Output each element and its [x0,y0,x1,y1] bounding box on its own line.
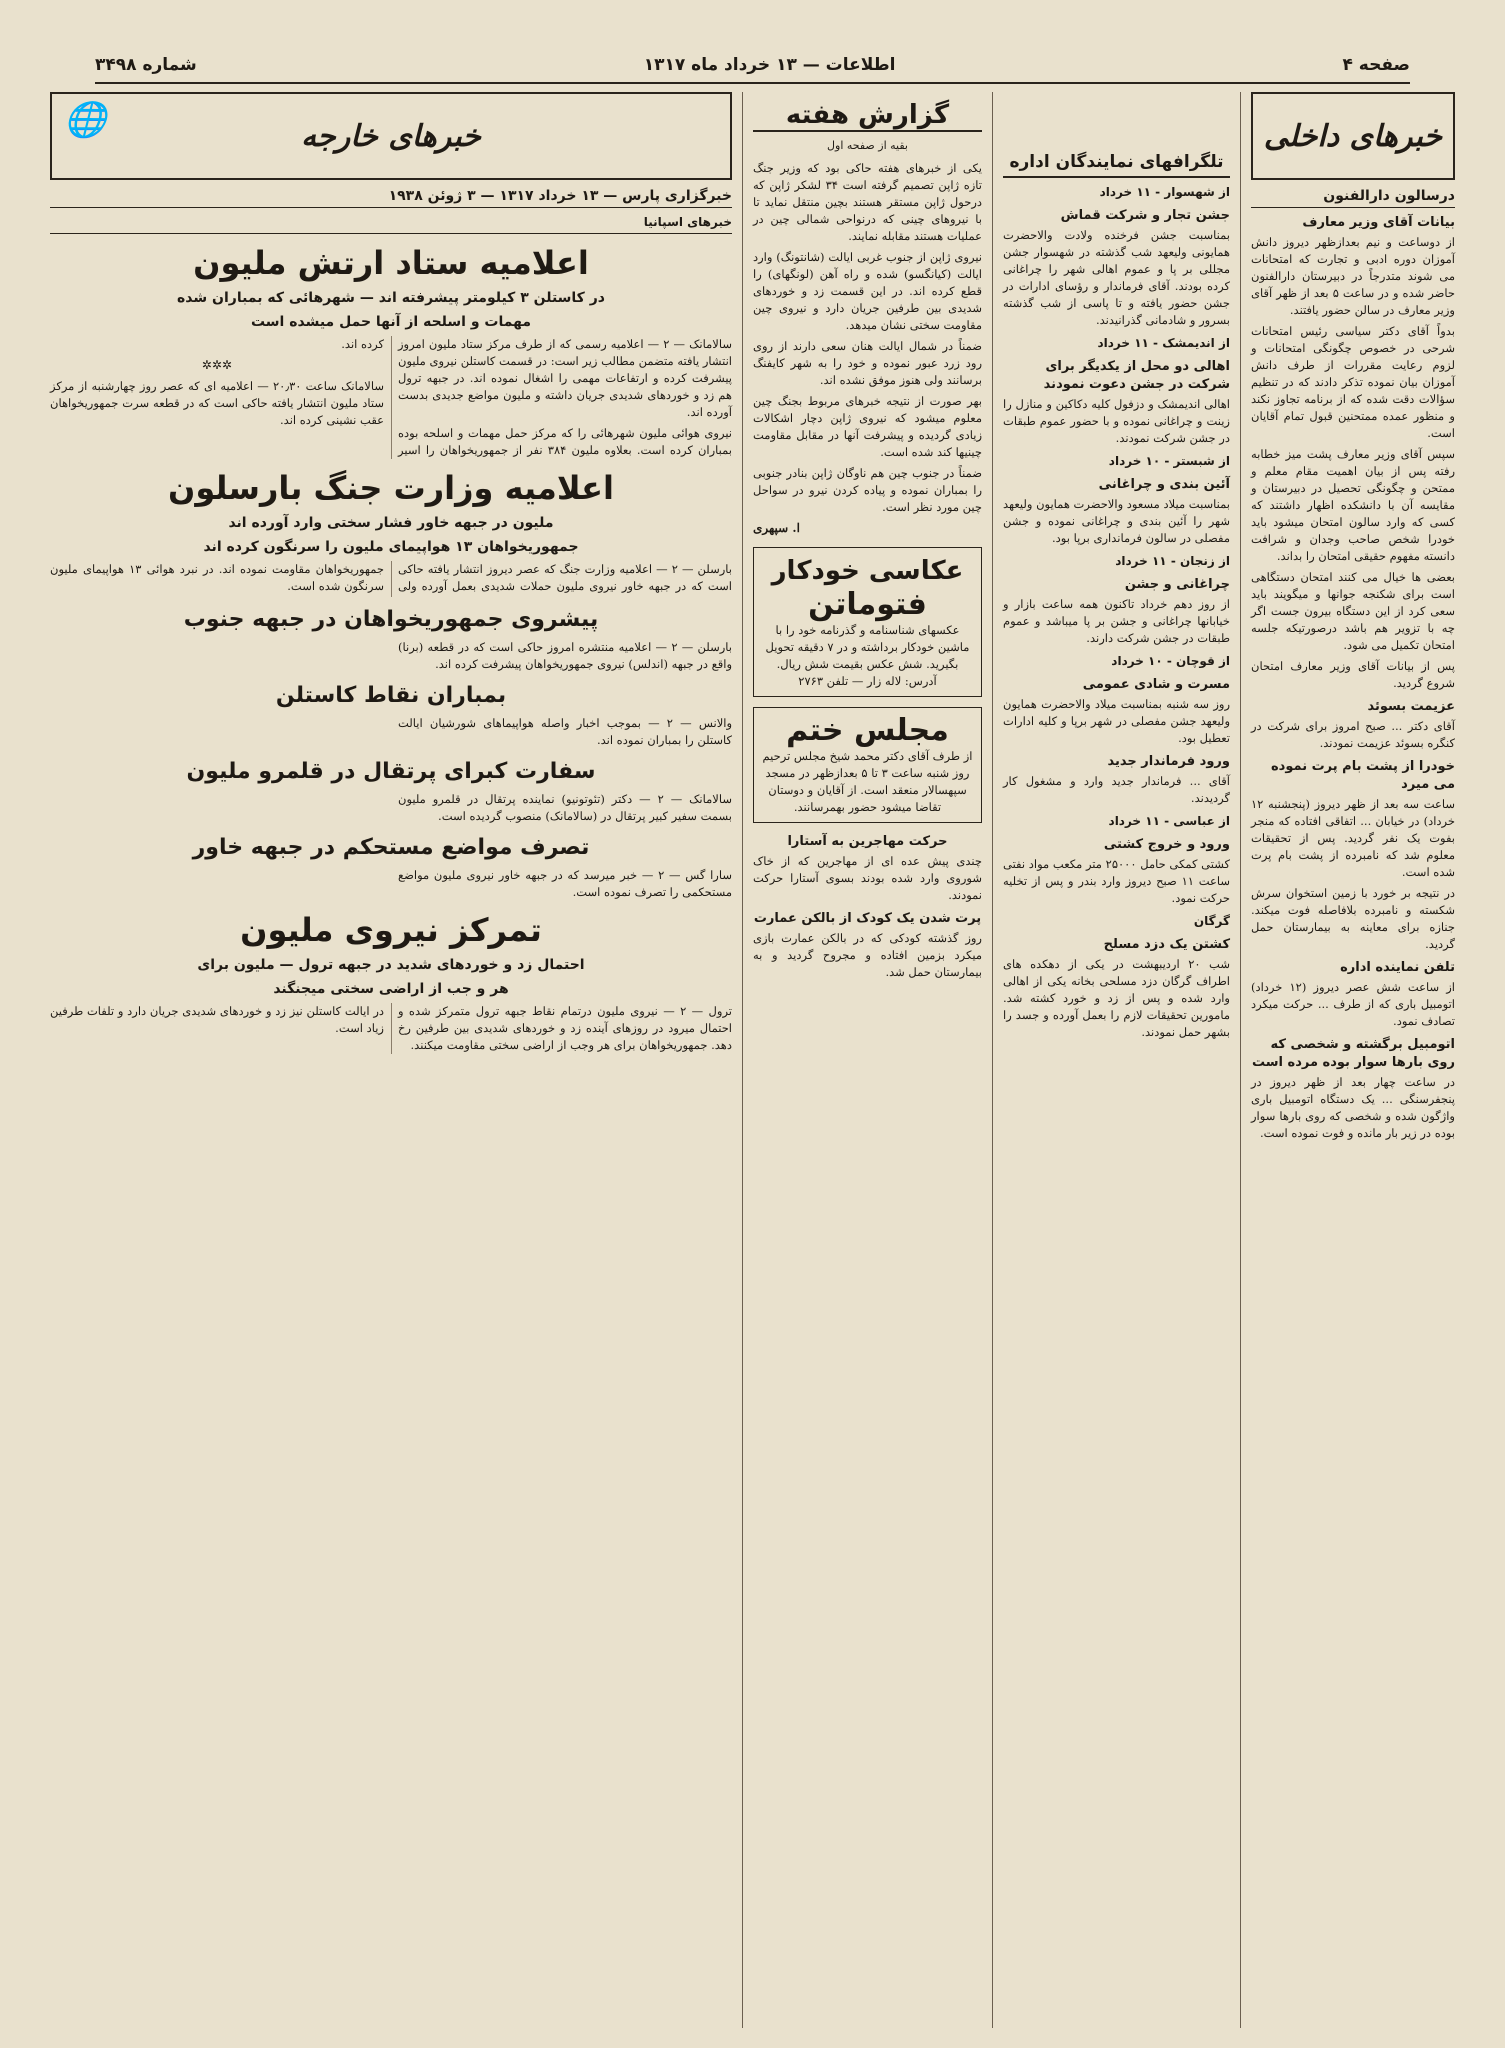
two-column-text [50,867,732,901]
headline: آئین بندی و چراغانی [1098,477,1230,492]
ad-brand: فتوماتن [808,587,927,622]
paragraph: سالامانک — ۲ — دکتر (تئوتونیو) نماینده پرتقال در قلمرو ملیون بسمت سفیر کبیر پرتقال در (سالامانک) منصوب گردیده است. [398,792,732,823]
two-column-text [50,715,732,749]
globe-icon: 🌐 [64,100,107,140]
paragraph: در ساعت چهار بعد از ظهر دیروز در پنجفرسنگی ... یک دستگاه اتومبیل باری واژگون شده و شخصی که روی بارها سوار بوده در زیر بار مانده و فوت نموده است. [1251,1075,1455,1140]
page-number: صفحه ۴ [1342,55,1410,75]
paragraph: بمناسبت جشن فرخنده ولادت والاحضرت همایونی ولیعهد شب گذشته در شهسوار جشن مجللی بر پا و عموم اهالی شهر را چراغانی کرده بودند. آقای فرماندار و رؤسای ادارات در جشن حضور یافته و تا پاسی از شب گذشته بسرور و شادمانی گذرانیدند. [1003,228,1230,327]
paragraph: چندی پیش عده ای از مهاجرین که از خاک شوروی وارد شده بودند بسوی آستارا حرکت نمودند. [753,854,982,902]
ad-text: عکسهای شناسنامه و گذرنامه خود را با ماشین خودکار برداشته و در ۷ دقیقه تحویل بگیرید. شش عکس بقیمت شش ریال. آدرس: لاله زار — تلفن ۲۷۶۳ [765,623,970,688]
paragraph: اهالی اندیمشک و دزفول کلیه دکاکین و منازل را زینت و چراغانی نموده و با حضور عموم طبقات در جشن شرکت نمودند. [1003,397,1230,445]
paragraph: سپس آقای وزیر معارف پشت میز خطابه رفته پس از بیان اهمیت مقام معلم و ممتحن و چگونگی تحصیل در دبیرستان و مقایسه آن با دانشکده اظهار داشتند که کسی که وارد سالون امتحان میشود باید خودرا شخص صاحب وجدان و شرافت دانسته مفهوم حقیقی امتحان را بداند. [1251,447,1455,563]
paragraph: روز گذشته کودکی که در بالکن عمارت بازی میکرد بزمین افتاده و مجروح گردید و به بیمارستان حمل شد. [753,931,982,979]
headline-main: تمرکز نیروی ملیون [240,911,542,949]
headline: پیشروی جمهوریخواهان در جبهه جنوب [183,607,599,632]
headline: پرت شدن یک کودک از بالکن عمارت [753,911,982,926]
separator-stars: ✲✲✲ [201,358,233,372]
subheadline: احتمال زد و خوردهای شدید در جبهه ترول — ملیون برای [197,957,585,973]
paragraph: در ایالت کاستلن نیز زد و خوردهای شدیدی جریان دارد و تلفات طرفین زیاد است. [50,1004,384,1035]
paragraph: از روز دهم خرداد تاکنون همه ساعت بازار و خیابانها چراغانی و جشن بر پا میباشد و عموم طبقات در جشن شرکت دارند. [1003,597,1230,645]
headline: کشتن یک دزد مسلح [1103,937,1230,952]
headline: مسرت و شادی عمومی [1082,677,1230,692]
headline: بیانات آقای وزیر معارف [1302,215,1455,230]
two-column-text [50,791,732,825]
paragraph: بدواً آقای دکتر سیاسی رئیس امتحانات شرحی در خصوص چگونگی امتحانات و لزوم رعایت مقررات از طرف دانش آموزان بیان نموده تذکر دادند که در تنظیم سؤالات دقت شده که از برنامه تجاوز نکند و منظور عمده ممتحنین قبول تمام آقایان است. [1251,324,1455,440]
paragraph: بعضی ها خیال می کنند امتحان دستگاهی است برای شکنجه جوانها و میگویند باید سعی کرد از این دستگاه بیرون جست اگر چه با تزویر هم باشد درصورتیکه جلسه امتحان تکمیل می شود. [1251,570,1455,652]
notice-headline: مجلس ختم [786,713,949,748]
paragraph: یکی از خبرهای هفته حاکی بود که وزیر جنگ تازه ژاپن تصمیم گرفته است ۳۴ لشکر ژاپن که درحول ژاپن مستقر هستند بچین منتقل نماید تا با نیروهای چینی که درنواحی شمالی چین در عملیات هستند مقابله نمایند. [753,161,982,243]
headline: جشن تجار و شرکت قماش [1060,208,1230,223]
paragraph: از دوساعت و نیم بعدازظهر دیروز دانش آموزان دوره ادبی و تجارت که امتحانات می شوند متدرجاً در دبیرستان دارالفنون حاضر شده و در ساعت ۵ بعد از ظهر آقای وزیر معارف در سالن حضور یافتند. [1251,235,1455,317]
paragraph: والانس — ۲ — بموجب اخبار واصله هواپیماهای شورشیان ایالت کاستلن را بمباران نموده اند. [398,716,733,747]
foreign-news-column [40,92,742,2028]
paragraph: بمناسبت میلاد مسعود والاحضرت همایون ولیعهد شهر را آئین بندی و چراغانی نموده و جشن مفصلی در سالون فرمانداری برپا بود. [1003,497,1230,545]
headline-main: اعلامیه ستاد ارتش ملیون [193,244,589,282]
paragraph: بارسلن — ۲ — اعلامیه منتشره امروز حاکی است که در قطعه (برنا) واقع در جبهه (اندلس) نیروی جمهوریخواهان پیشرفت کرده اند. [398,640,732,671]
headline: عزیمت بسوئد [1367,699,1455,714]
two-column-text [50,336,732,459]
foreign-banner [50,92,732,180]
headline: اهالی دو محل از یکدیگر برای شرکت در جشن دعوت نمودند [1043,359,1230,392]
weekly-report-column [742,92,992,2028]
section-title: خبرهای اسپانیا [50,214,732,234]
paper-date: اطلاعات — ۱۳ خرداد ماه ۱۳۱۷ [643,55,896,75]
weekly-report-subtitle: بقیه از صفحه اول [827,139,908,152]
paragraph: سالامانک ساعت ۲۰٫۳۰ — اعلامیه ای که عصر روز چهارشنبه از مرکز ستاد ملیون انتشار یافته حاکی است که در قطعه سرت جمهوریخواهان عقب نشینی کرده اند. [50,379,384,427]
headline: تلفن نماینده اداره [1340,960,1455,975]
dateline: از زنجان - ۱۱ خرداد [1115,554,1230,568]
issue-number: شماره ۳۴۹۸ [95,55,197,75]
dateline: از شبستر - ۱۰ خرداد [1108,454,1230,468]
ad-headline: عکاسی خودکار [771,556,964,586]
author-signature: ا. سپهری [753,521,800,535]
paragraph: ضمناً در جنوب چین هم ناوگان ژاپن بنادر جنوبی را بمباران نموده و پیاده کردن نیرو در سواحل چین مورد نظر است. [753,466,982,514]
paragraph: نیروی ژاپن از جنوب غربی ایالت (شانتونگ) وارد ایالت (کیانگسو) شده و راه آهن (لونگهای) را قطع کرده اند. در این قسمت زد و خوردهای شدیدی بین طرفین جریان دارد و نیروی چین مقاومت سختی نشان میدهد. [753,250,982,332]
headline: خودرا از پشت بام پرت نموده می میرد [1271,759,1455,792]
agency-line: خبرگزاری پارس — ۱۳ خرداد ۱۳۱۷ — ۳ ژوئن ۱۹۳۸ [50,188,732,208]
headline: اتومبیل برگشته و شخصی که روی بارها سوار بوده مرده است [1252,1037,1455,1070]
paragraph: ترول — ۲ — نیروی ملیون درتمام نقاط جبهه ترول متمرکز شده و احتمال میرود در روزهای آینده زد و خوردهای شدیدی بین طرفین رخ دهد. جمهوریخواهان برای هر وجب از اراضی سختی مقاومت میکنند. [398,1004,732,1052]
headline: ورود و خروج کشتی [1103,837,1230,852]
paragraph: روز سه شنبه بمناسبت میلاد والاحضرت همایون ولیعهد جشن مفصلی در شهر برپا و کلیه ادارات تعطیل بود. [1003,697,1230,745]
subheadline: ملیون در جبهه خاور فشار سختی وارد آورده اند [228,515,554,531]
paragraph: آقای دکتر ... صبح امروز برای شرکت در کنگره بسوئد عزیمت نمودند. [1251,719,1455,750]
domestic-news-column [1240,92,1465,2028]
paragraph: بهر صورت از نتیجه خبرهای مربوط بجنگ چین معلوم میشود که نیروی ژاپن دچار اشکالات زیادی گردیده و پیشرفت آنها در مقابل مقاومت چینیها کند شده است. [753,394,982,459]
dateline: از اندیمشک - ۱۱ خرداد [1097,336,1230,350]
paragraph: شب ۲۰ اردیبهشت در یکی از دهکده های اطراف گرگان دزد مسلحی بخانه یکی از اهالی وارد شده و پس از زد و خورد کشته شد. مامورین تحقیقات لازم را بعمل آورده و جسد را بشهر حمل نمودند. [1003,957,1230,1039]
domestic-banner-title: خبرهای داخلی [1263,118,1443,154]
two-column-text [50,561,732,597]
foreign-banner-title: خبرهای خارجه [301,118,481,154]
paragraph: کشتی کمکی حامل ۲۵۰۰۰ متر مکعب مواد نفتی ساعت ۱۱ صبح دیروز وارد بندر و پس از تخلیه حرکت نمود. [1003,857,1231,905]
headline: سفارت کبرای پرتقال در قلمرو ملیون [186,759,596,784]
paragraph: سالامانک — ۲ — اعلامیه رسمی که از طرف مرکز ستاد ملیون امروز انتشار یافته متضمن مطالب زیر است: در قسمت کاستلن نیروی ملیون پیشرفت کرده و ارتفاعات مهمی را اشغال نموده اند. در جبهه ترول هم زد و خوردهای شدیدی جریان داشته و ملیون مواضع جدیدی بدست آورده اند. [398,337,732,419]
subheadline: مهمات و اسلحه از آنها حمل میشده است [250,314,532,330]
telegrams-title: تلگرافهای نمایندگان اداره [1003,152,1230,178]
photomaton-ad [753,547,982,697]
headline: چراغانی و جشن [1124,577,1230,592]
paragraph: بارسلن — ۲ — اعلامیه وزارت جنگ که عصر دیروز انتشار یافته حاکی است که در جبهه خاور نیروی ملیون حملات شدیدی بعمل آورده ولی جمهوریخواهان مقاومت نموده اند. در نبرد هوائی ۱۳ هواپیمای ملیون سرنگون شده است. [50,562,732,593]
headline: حرکت مهاجرین به آستارا [787,834,948,849]
paragraph: آقای ... فرماندار جدید وارد و مشغول کار گردیدند. [1003,774,1230,805]
two-column-text [50,1003,732,1054]
telegrams-column [992,92,1240,2028]
dateline: گرگان [1193,914,1230,928]
dateline: از قوچان - ۱۰ خرداد [1111,654,1230,668]
domestic-banner [1251,92,1455,180]
paragraph: ساعت سه بعد از ظهر دیروز (پنجشنبه ۱۲ خرداد) در خیابان ... اتفاقی افتاده که منجر بفوت یک نفر گردید. پس از تحقیقات معلوم شد که نامبرده از پشت بام پرت شده است. [1251,797,1455,879]
notice-text: از طرف آقای دکتر محمد شیخ مجلس ترحیم روز شنبه ساعت ۳ تا ۵ بعدازظهر در مسجد سپهسالار منعقد است. از آقایان و دوستان تقاضا میشود حضور بهمرسانند. [762,749,973,814]
weekly-report-title: گزارش هفته [753,100,982,132]
memorial-notice [753,707,982,823]
headline: بمباران نقاط کاستلن [275,683,507,708]
headline: تصرف مواضع مستحکم در جبهه خاور [192,835,590,860]
paragraph: پس از بیانات آقای وزیر معارف امتحان شروع گردید. [1251,659,1455,690]
dateline: از عباسی - ۱۱ خرداد [1108,814,1230,828]
paragraph: نیروی هوائی ملیون شهرهائی را که مرکز حمل مهمات و اسلحه بوده بمباران کرده است. بعلاوه ملیون ۳۸۴ نفر از جمهوریخواهان را اسیر کرده اند. [341,337,732,457]
dateline: از شهسوار - ۱۱ خرداد [1099,185,1230,199]
subheadline: در کاستلن ۳ کیلومتر پیشرفته اند — شهرهائی که بمباران شده [177,290,605,306]
paragraph: سارا گس — ۲ — خبر میرسد که در جبهه خاور نیروی ملیون مواضع مستحکمی را تصرف نموده است. [398,868,732,899]
subheadline: هر و جب از اراضی سختی میجنگند [273,981,509,997]
headline: ورود فرماندار جدید [1107,754,1230,769]
paragraph: از ساعت شش عصر دیروز (۱۲ خرداد) اتومبیل باری که از طرف ... حرکت میکرد تصادف نمود. [1251,980,1455,1028]
page-header [95,52,1410,84]
section-title: درسالون دارالفنون [1251,188,1455,208]
two-column-text [50,639,732,673]
columns [40,92,1465,2028]
paragraph: ضمناً در شمال ایالت هنان سعی دارند از روی رود زرد عبور نموده و خود را به شهر کایفنگ برسانند ولی هنوز موفق نشده اند. [753,339,982,387]
paragraph: در نتیجه بر خورد با زمین استخوان سرش شکسته و نامبرده بلافاصله فوت میکند. جنازه برای معاینه به بیمارستان حمل گردید. [1251,886,1455,951]
subheadline: جمهوریخواهان ۱۳ هواپیمای ملیون را سرنگون کرده اند [203,539,579,555]
headline-main: اعلامیه وزارت جنگ بارسلون [168,469,614,507]
